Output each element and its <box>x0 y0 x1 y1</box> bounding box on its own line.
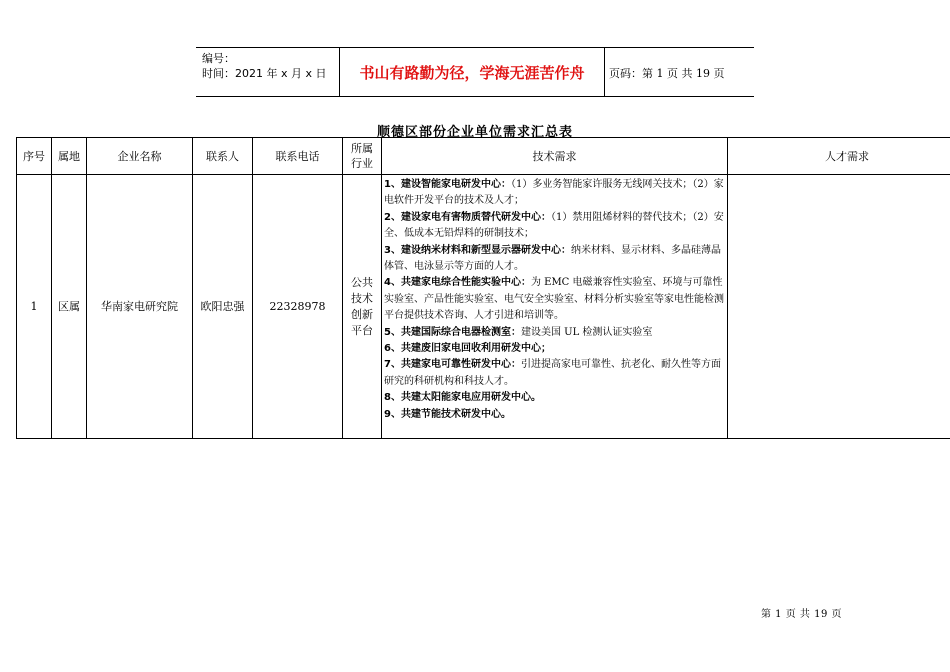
header-page-label: 页码：第 1 页 共 19 页 <box>609 67 725 80</box>
tech-item-text: 建设美国 UL 检测认证实验室 <box>520 326 653 338</box>
list-item <box>384 357 726 390</box>
table-header-row <box>17 138 950 175</box>
demand-table <box>16 137 950 439</box>
cell-company: 华南家电研究院 <box>87 175 193 439</box>
list-item <box>384 325 726 341</box>
page-header <box>196 47 754 97</box>
tech-item-label: 2、建设家电有害物质替代研发中心： <box>384 211 551 223</box>
list-item <box>384 341 726 357</box>
page-footer: 第 1 页 共 19 页 <box>761 609 842 620</box>
list-item <box>384 177 726 210</box>
tech-item-text: 为 EMC 电磁兼容性实验室、环境与可靠性实验室、产品性能实验室、电气安全实验室、材料分析实验室等家电性能检测平台提供技术咨询、人才引进和培训等。 <box>384 277 724 322</box>
tech-item-label: 4、共建家电综合性能实验中心： <box>384 277 531 289</box>
header-company: 企业名称 <box>87 138 193 175</box>
header-talent: 人才需求 <box>728 138 950 175</box>
cell-contact: 欧阳忠强 <box>193 175 253 439</box>
cell-tech <box>382 175 728 439</box>
tech-item-label: 6、共建废旧家电回收利用研发中心； <box>384 343 551 355</box>
tech-item-text: （1）禁用阻烯材料的替代技术；（2）安全、低成本无铅焊料的研制技术； <box>384 211 724 240</box>
header-seq: 序号 <box>17 138 52 175</box>
header-left <box>202 51 327 81</box>
list-item <box>384 390 726 406</box>
list-item <box>384 407 726 423</box>
cell-location: 区属 <box>52 175 87 439</box>
tech-item-label: 7、共建家电可靠性研发中心： <box>384 359 521 371</box>
cell-talent <box>728 175 950 439</box>
list-item <box>384 243 726 276</box>
header-tech: 技术需求 <box>382 138 728 175</box>
header-motto: 书山有路勤为径，学海无涯苦作舟 <box>339 48 605 96</box>
cell-seq: 1 <box>17 175 52 439</box>
tech-demand-list <box>384 177 726 423</box>
tech-item-text: 引进提高家电可靠性、抗老化、耐久性等方面研究的科研机构和科技人才。 <box>384 359 721 387</box>
header-industry: 所属行业 <box>343 138 382 175</box>
tech-item-label: 9、共建节能技术研发中心。 <box>384 408 511 420</box>
list-item <box>384 210 726 243</box>
header-location: 属地 <box>52 138 87 175</box>
number-label: 编号： <box>202 52 235 65</box>
time-label: 时间：2021 年 x 月 x 日 <box>202 67 327 80</box>
list-item <box>384 275 726 324</box>
tech-item-label: 8、共建太阳能家电应用研发中心。 <box>384 392 541 404</box>
tech-item-text: 纳米材料、显示材料、多晶硅薄晶体管、电泳显示等方面的人才。 <box>384 244 721 273</box>
header-phone: 联系电话 <box>253 138 343 175</box>
table-row <box>17 175 950 439</box>
cell-phone: 22328978 <box>253 175 343 439</box>
tech-item-label: 1、建设智能家电研发中心： <box>384 179 511 190</box>
document-title: 顺德区部份企业单位需求汇总表 <box>376 125 573 140</box>
cell-industry: 公共技术创新平台 <box>343 175 382 439</box>
header-contact: 联系人 <box>193 138 253 175</box>
tech-item-text: （1）多业务智能家许服务无线网关技术；（2）家电软件开发平台的技术及人才； <box>384 179 724 207</box>
tech-item-label: 3、建设纳米材料和新型显示器研发中心： <box>384 244 571 256</box>
tech-item-label: 5、共建国际综合电器检测室： <box>384 326 521 338</box>
